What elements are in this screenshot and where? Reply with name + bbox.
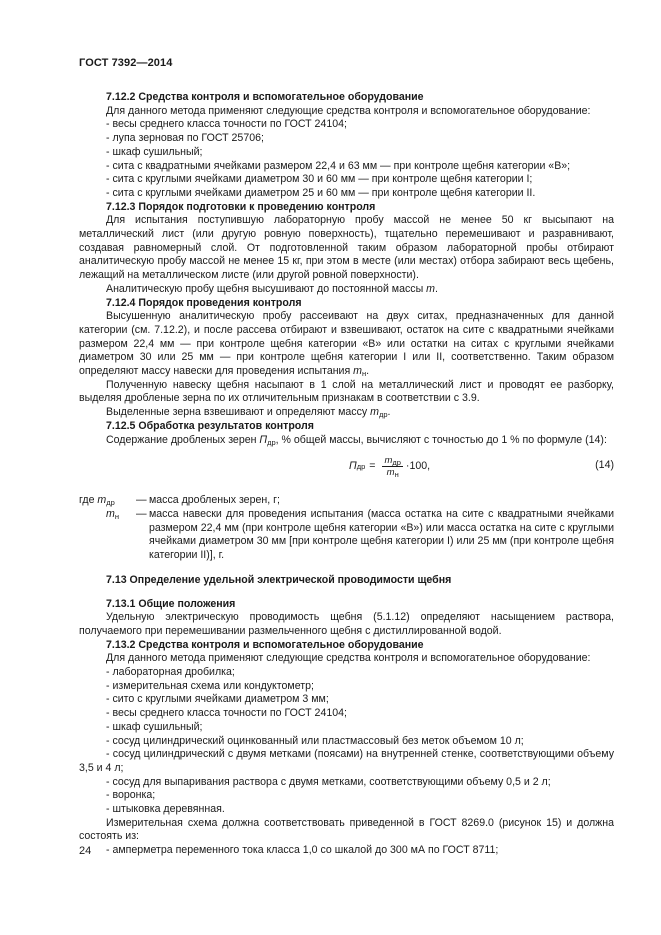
where-definition	[79, 494, 614, 508]
paragraph: Полученную навеску щебня насыпают в 1 слой на металлический лист и проводят ее разборку, выделяя дробленые зерна по их отличительным признакам в соответствии с 3.9.	[79, 378, 614, 405]
subscript: н	[114, 511, 119, 521]
list-item: - сосуд для выпаривания раствора с двумя метками, соответствующими объему 0,5 и 2 л;	[106, 775, 551, 788]
heading-7-13-1: 7.13.1 Общие положения	[106, 597, 236, 610]
list-item: - штыковка деревянная.	[106, 803, 225, 816]
where-dash: —	[136, 507, 147, 520]
text: Высушенную аналитическую пробу рассеивают на двух ситах, предназначенных для данной категории (см. 7.12.2), и после рассева отбирают и взвешивают, остаток на сите с квадратными ячейками размером 22,4 мм — при контроле щебня категории «В» или остатки на ситах с круглыми ячейками диаметром 30 или 25 мм — при контроле щебня категории I или II, соответственно. Таким образом определяют массу навески для проведения испытания	[79, 310, 614, 378]
num-symbol: m	[384, 455, 393, 467]
text: .	[366, 365, 370, 378]
formula-body: П др = $\frac{m_{др}}{m_н}$ ·100,	[349, 455, 431, 480]
num-sub: др	[392, 458, 401, 468]
paragraph	[79, 434, 614, 448]
den-symbol: m	[386, 467, 395, 479]
list-item: - сита с квадратными ячейками размером 22,4 и 63 мм — при контроле щебня категории «В»;	[106, 159, 571, 172]
list-item: - шкаф сушильный;	[106, 145, 203, 158]
list-item: - сита с круглыми ячейками диаметром 25 и 60 мм — при контроле щебня категории II.	[106, 186, 536, 199]
list-item: - сосуд цилиндрический с двумя метками (поясами) на внутренней стенке, соответствующими объему 3,5 и 4 л;	[79, 748, 614, 774]
symbol-m: m	[97, 494, 107, 507]
symbol-m: m	[370, 406, 379, 419]
list-item: - воронка;	[106, 789, 156, 802]
paragraph: Для испытания поступившую лабораторную пробу массой не менее 50 кг высыпают на металлический лист (или другую ровную поверхность), тщательно перемешивают и разравнивают, создавая равномерный слой. От подготовленной таким образом лабораторной пробы отбирают аналитическую пробу массой не менее 15 кг, при этом в месте (или местах) отбора забирают весь щебень, лежащий на металлическом листе (или другой ровной поверхности).	[79, 214, 614, 282]
formula-lhs: П	[349, 459, 357, 472]
text: Аналитическую пробу щебня высушивают до постоянной массы	[106, 282, 427, 295]
symbol-p: П	[259, 433, 268, 446]
where-symbol	[79, 508, 136, 563]
text: Содержание дробленых зерен	[106, 433, 260, 446]
formula-tail: ·100,	[405, 459, 431, 472]
list-item: - весы среднего класса точности по ГОСТ 24104;	[106, 118, 347, 131]
heading-7-12-3: 7.12.3 Порядок подготовки к проведению контроля	[106, 200, 376, 213]
text: .	[434, 282, 438, 295]
formula-eq: =	[369, 459, 376, 472]
fraction-denominator	[385, 467, 401, 478]
list-item: - амперметра переменного тока класса 1,0 со шкалой до 300 мА по ГОСТ 8711;	[106, 844, 499, 857]
list-item: - лупа зерновая по ГОСТ 25706;	[106, 132, 264, 145]
list-item: - шкаф сушильный;	[106, 720, 203, 733]
symbol-m: m	[353, 365, 362, 378]
list-item: - лабораторная дробилка;	[106, 666, 235, 679]
symbol-m: m	[106, 507, 115, 520]
list-item: - измерительная схема или кондуктометр;	[106, 679, 314, 692]
list-item: - сосуд цилиндрический оцинкованный или пластмассовый без меток объемом 10 л;	[106, 734, 524, 747]
formula-fraction	[382, 455, 402, 478]
where-description: масса дробленых зерен, г;	[149, 494, 280, 507]
subscript: др	[267, 437, 276, 447]
text: Выделенные зерна взвешивают и определяют массу	[106, 406, 371, 419]
list-item: - сита с круглыми ячейками диаметром 30 и 60 мм — при контроле щебня категории I;	[106, 173, 533, 186]
paragraph	[79, 310, 614, 379]
heading-7-12-5: 7.12.5 Обработка результатов контроля	[106, 419, 314, 432]
heading-7-13: 7.13 Определение удельной электрической проводимости щебня	[106, 573, 452, 586]
paragraph	[79, 283, 614, 297]
heading-7-12-2: 7.12.2 Средства контроля и вспомогательное оборудование	[106, 91, 424, 103]
list-item: - весы среднего класса точности по ГОСТ 24104;	[106, 707, 347, 720]
heading-7-13-2: 7.13.2 Средства контроля и вспомогательное оборудование	[106, 638, 424, 651]
where-prefix: где	[79, 494, 98, 507]
paragraph: Удельную электрическую проводимость щебня (5.1.12) определяют насыщением раствора, получаемого при перемешивании размельченного щебня с дистиллированной водой.	[79, 611, 614, 637]
formula-14	[79, 451, 614, 485]
subscript: др	[378, 410, 388, 420]
paragraph: Для данного метода применяют следующие средства контроля и вспомогательное оборудование:	[106, 652, 591, 665]
list-item: - сито с круглыми ячейками диаметром 3 мм;	[106, 693, 329, 706]
where-dash: —	[136, 494, 147, 507]
standard-header: ГОСТ 7392—2014	[79, 57, 173, 69]
where-definition	[79, 508, 614, 563]
subscript: н	[362, 369, 367, 379]
page-content	[79, 91, 614, 858]
equation-number: (14)	[595, 459, 614, 472]
paragraph	[79, 406, 614, 420]
symbol-m: m	[426, 282, 435, 295]
page-number: 24	[79, 845, 92, 857]
subscript: др	[106, 498, 115, 508]
where-description: масса навески для проведения испытания (масса остатка на сите с квадратными ячейками размером 22,4 мм (при контроле щебня категории «В») или масса остатка на сите с круглыми ячейками диаметром 30 мм [при контроле щебня категории I) или 25 мм (при контроле щебня категории II)], г.	[149, 507, 614, 562]
paragraph: Измерительная схема должна соответствовать приведенной в ГОСТ 8269.0 (рисунок 15) и должна состоять из:	[79, 816, 614, 843]
where-symbol	[79, 494, 136, 508]
paragraph: Для данного метода применяют следующие средства контроля и вспомогательное оборудование:	[106, 104, 591, 117]
text: .	[387, 406, 391, 419]
den-sub: н	[394, 470, 399, 480]
text: , % общей массы, вычисляют с точностью до 1 % по формуле (14):	[275, 433, 607, 446]
heading-7-12-4: 7.12.4 Порядок проведения контроля	[106, 296, 302, 309]
fraction-numerator	[382, 455, 402, 467]
